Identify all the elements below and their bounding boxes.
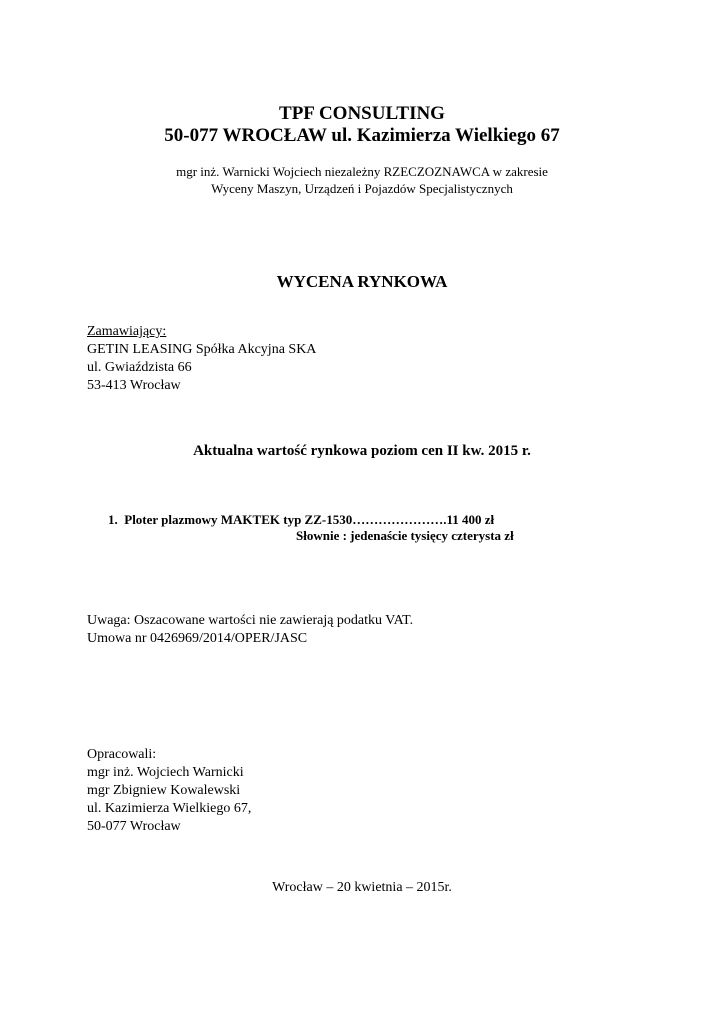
item-value: 11 400 zł <box>446 512 495 527</box>
place-and-date: Wrocław – 20 kwietnia – 2015r. <box>272 880 452 895</box>
item-name: Ploter plazmowy MAKTEK typ ZZ-1530 <box>124 512 353 527</box>
authors-street: ul. Kazimierza Wielkiego 67, <box>87 801 252 816</box>
valuation-heading: Aktualna wartość rynkowa poziom cen II kw. 2015 r. <box>193 443 531 459</box>
vat-note: Uwaga: Oszacowane wartości nie zawierają podatku VAT. <box>87 613 414 628</box>
notes-block <box>87 612 413 648</box>
contract-number: Umowa nr 0426969/2014/OPER/JASC <box>87 631 308 646</box>
appraiser-scope: Wyceny Maszyn, Urządzeń i Pojazdów Specjalistycznych <box>211 181 513 196</box>
client-city: 53-413 Wrocław <box>87 378 181 393</box>
item-leader: …………………. <box>352 512 447 527</box>
authors-block <box>87 746 251 836</box>
authors-label: Opracowali: <box>87 747 157 762</box>
company-address: 50-077 WROCŁAW ul. Kazimierza Wielkiego 67 <box>164 125 560 146</box>
client-name: GETIN LEASING Spółka Akcyjna SKA <box>87 342 317 357</box>
valuation-item <box>108 512 494 528</box>
client-label: Zamawiający: <box>87 324 167 339</box>
document-title: WYCENA RYNKOWA <box>276 272 448 291</box>
item-value-in-words: Słownie : jedenaście tysięcy czterysta zł <box>296 528 514 543</box>
client-block <box>87 323 316 395</box>
author-2: mgr Zbigniew Kowalewski <box>87 783 241 798</box>
item-number: 1. <box>108 512 118 527</box>
appraiser-line: mgr inż. Warnicki Wojciech niezależny RZECZOZNAWCA w zakresie <box>176 164 548 179</box>
client-street: ul. Gwiaździsta 66 <box>87 360 192 375</box>
authors-city: 50-077 Wrocław <box>87 819 181 834</box>
author-1: mgr inż. Wojciech Warnicki <box>87 765 244 780</box>
company-name: TPF CONSULTING <box>279 103 445 124</box>
